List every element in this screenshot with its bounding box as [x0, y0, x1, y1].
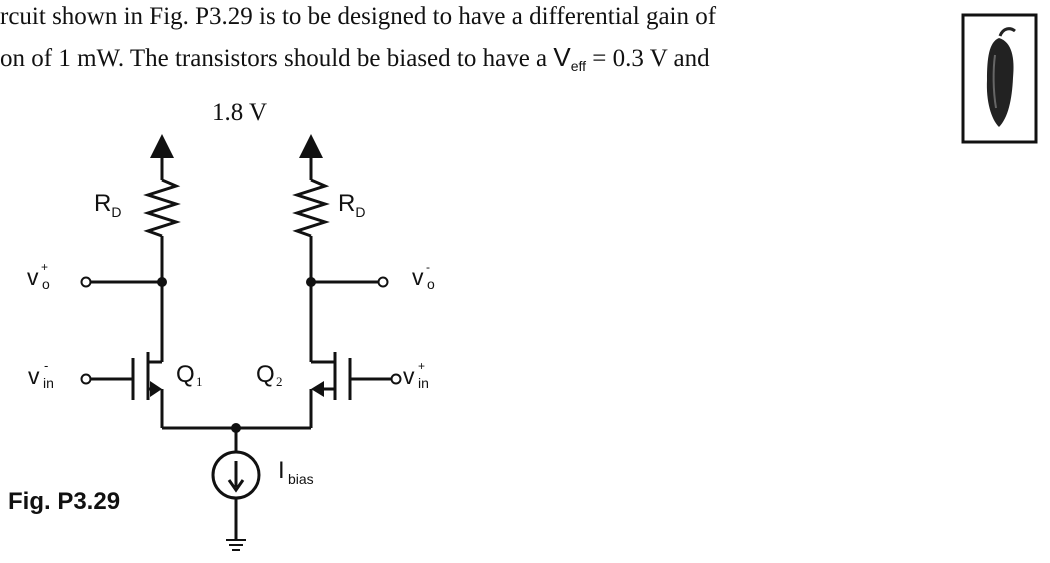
label-vin-plus	[403, 359, 429, 391]
veff-subscript: eff	[570, 58, 587, 74]
resistor-rd-right	[297, 180, 325, 236]
svg-text:+: +	[41, 260, 49, 274]
label-q2	[256, 361, 283, 389]
label-vin-minus	[28, 358, 54, 391]
chili-pepper-icon	[963, 15, 1036, 142]
label-q1	[176, 361, 203, 389]
svg-text:Q: Q	[256, 361, 275, 388]
svg-text:bias: bias	[288, 471, 314, 487]
node-vo-minus	[306, 277, 316, 287]
svg-text:in: in	[418, 375, 429, 391]
supply-voltage-label: 1.8 V	[212, 99, 268, 126]
svg-text:o: o	[42, 276, 50, 292]
current-source-ibias	[213, 452, 259, 498]
label-vo-plus	[27, 260, 50, 292]
label-rd-right: $R_D$	[338, 190, 366, 220]
svg-text:in: in	[43, 375, 54, 391]
svg-text:v: v	[27, 264, 39, 290]
label-vo-minus	[412, 260, 435, 292]
label-rd-left: $R_D$	[94, 190, 122, 220]
problem-line-1-text: rcuit shown in Fig. P3.29 is to be designed to have a differential gain of	[0, 3, 717, 30]
svg-text:v: v	[412, 264, 424, 290]
problem-line-2-post: = 0.3 V and	[586, 45, 710, 72]
svg-text:-: -	[44, 358, 49, 373]
terminal-vo-minus	[379, 278, 388, 287]
transistor-q2	[311, 352, 392, 400]
svg-text:1: 1	[196, 374, 203, 389]
svg-text:v: v	[403, 363, 415, 389]
svg-text:+: +	[418, 359, 426, 373]
resistor-rd-left	[148, 180, 176, 236]
node-vo-plus	[157, 277, 167, 287]
svg-text:2: 2	[276, 374, 283, 389]
problem-line-2-pre: on of 1 mW. The transistors should be biased to have a	[0, 45, 554, 72]
ground-icon	[226, 540, 246, 550]
svg-text:-: -	[426, 260, 430, 274]
terminal-vin-minus	[82, 375, 91, 384]
transistor-q1	[91, 352, 162, 400]
svg-text:I: I	[278, 457, 285, 484]
label-ibias	[278, 457, 314, 487]
terminal-vo-plus	[82, 278, 91, 287]
veff-base: V	[553, 42, 571, 72]
figure-label: Fig. P3.29	[8, 488, 121, 515]
svg-text:v: v	[28, 363, 40, 389]
terminal-vin-plus	[392, 375, 401, 384]
supply-arrow-right	[299, 134, 323, 158]
svg-text:Q: Q	[176, 361, 195, 388]
supply-arrow-left	[150, 134, 174, 158]
svg-text:o: o	[427, 276, 435, 292]
